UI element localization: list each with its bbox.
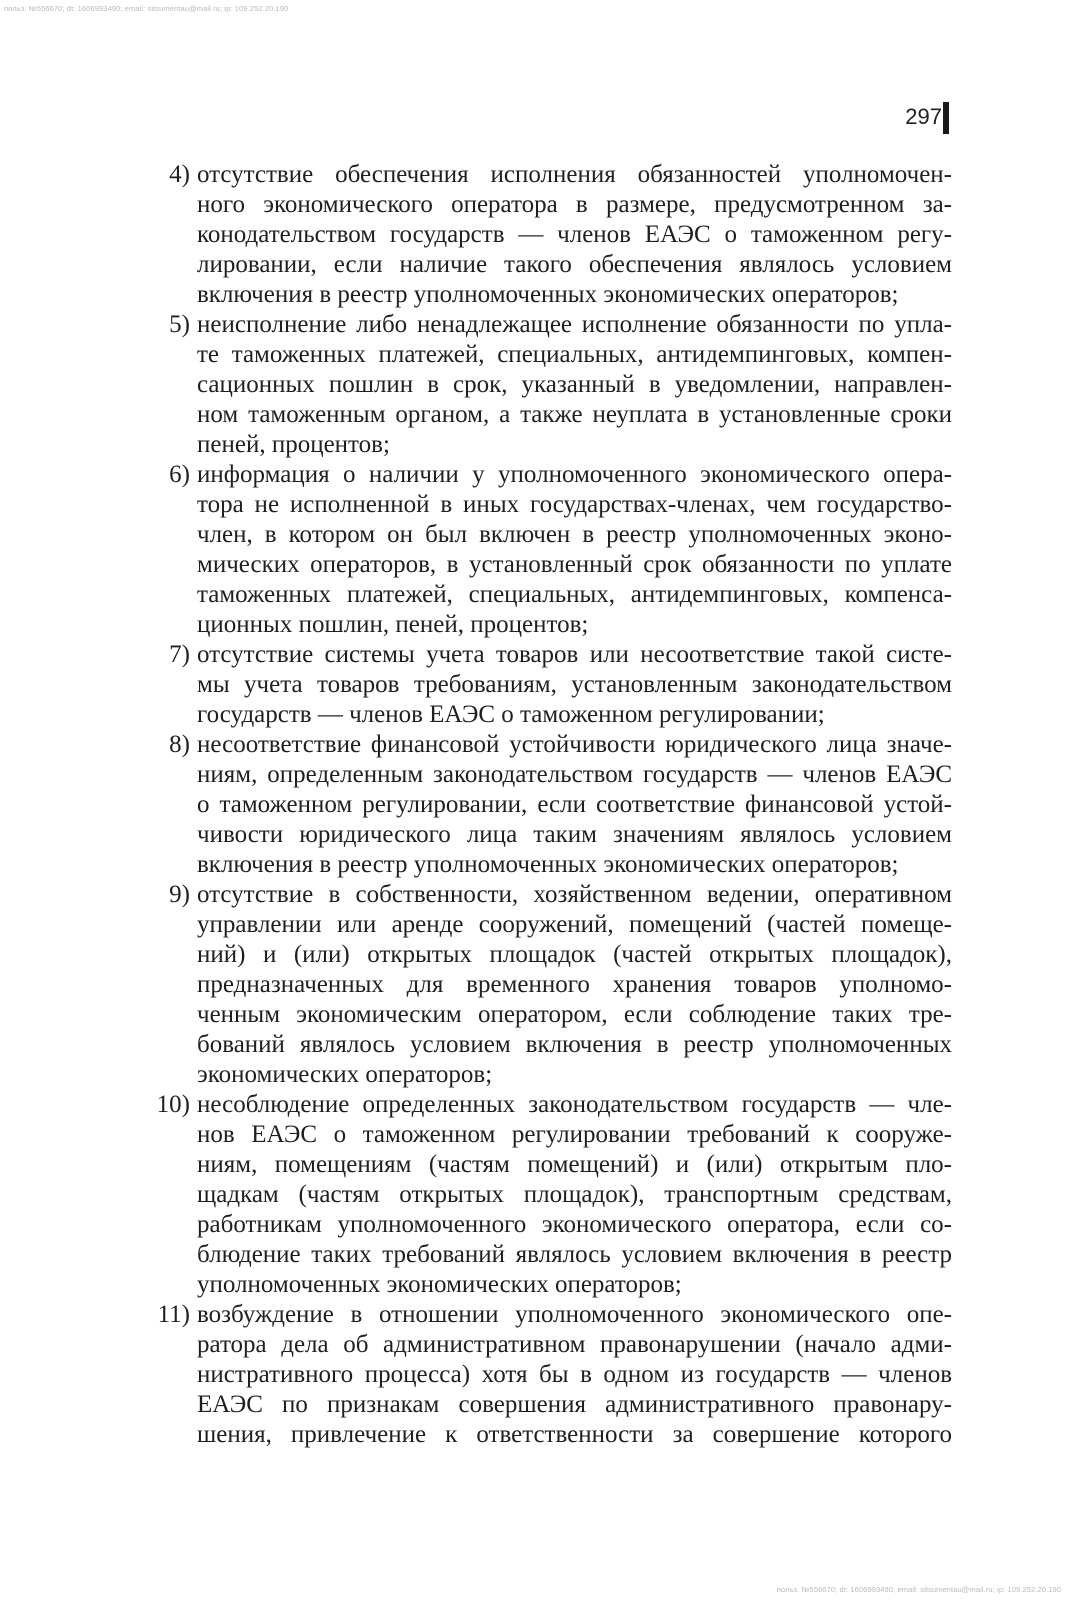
item-text xyxy=(197,460,952,640)
item-number: 5) xyxy=(169,311,190,338)
list-item xyxy=(150,880,952,1090)
text-line: мы учета товаров требованиям, установленным законодательством xyxy=(197,671,952,698)
text-line: несоответствие финансовой устойчивости юридического лица значе- xyxy=(197,731,952,758)
text-line: блюдение таких требований являлось условием включения в реестр xyxy=(197,1241,952,1268)
text-line: несоблюдение определенных законодательством государств — чле- xyxy=(197,1091,952,1118)
item-number: 9) xyxy=(169,881,190,908)
text-line: ниям, помещениям (частям помещений) и (или) открытым пло- xyxy=(197,1151,952,1178)
list-item xyxy=(150,460,952,640)
text-line: тора не исполненной в иных государствах-членах, чем государство- xyxy=(197,491,952,518)
text-line: уполномоченных экономических операторов; xyxy=(197,1271,682,1298)
text-line: возбуждение в отношении уполномоченного экономического опе- xyxy=(197,1301,952,1328)
page-number-bar xyxy=(943,102,949,134)
text-line: ратора дела об административном правонарушении (начало адми- xyxy=(197,1331,952,1358)
text-line: те таможенных платежей, специальных, антидемпинговых, компен- xyxy=(197,341,952,368)
text-line: лировании, если наличие такого обеспечения являлось условием xyxy=(197,251,952,278)
text-line: ного экономического оператора в размере, предусмотренном за- xyxy=(197,191,952,218)
text-line: сационных пошлин в срок, указанный в уведомлении, направлен- xyxy=(197,371,952,398)
item-number: 6) xyxy=(169,461,190,488)
text-line: государств — членов ЕАЭС о таможенном регулировании; xyxy=(197,701,825,728)
text-line: отсутствие в собственности, хозяйственном ведении, оперативном xyxy=(197,881,952,908)
item-number: 10) xyxy=(156,1091,190,1118)
page-number: 297 xyxy=(905,104,942,129)
text-line: ционных пошлин, пеней, процентов; xyxy=(197,611,589,638)
text-line: ниям, определенным законодательством государств — членов ЕАЭС xyxy=(197,761,952,788)
text-line: щадкам (частям открытых площадок), транспортным средствам, xyxy=(197,1181,952,1208)
text-line: ЕАЭС по признакам совершения административного правонару- xyxy=(197,1391,952,1418)
text-line: экономических операторов; xyxy=(197,1061,493,1088)
text-line: шения, привлечение к ответственности за совершение которого xyxy=(197,1421,952,1448)
text-line: предназначенных для временного хранения товаров уполномо- xyxy=(197,971,952,998)
text-line: включения в реестр уполномоченных экономических операторов; xyxy=(197,851,899,878)
list-item xyxy=(150,640,952,730)
item-number: 7) xyxy=(169,641,190,668)
list-item xyxy=(150,1090,952,1300)
item-text xyxy=(197,730,952,880)
text-line: работникам уполномоченного экономического оператора, если со- xyxy=(197,1211,952,1238)
text-line: пеней, процентов; xyxy=(197,431,390,458)
text-line: отсутствие системы учета товаров или несоответствие такой систе- xyxy=(197,641,952,668)
item-text xyxy=(197,160,952,310)
text-line: бований являлось условием включения в реестр уполномоченных xyxy=(197,1031,952,1058)
item-text xyxy=(197,640,952,730)
text-line: нов ЕАЭС о таможенном регулировании требований к сооруже- xyxy=(197,1121,952,1148)
text-line: чивости юридического лица таким значениям являлось условием xyxy=(197,821,952,848)
list-item xyxy=(150,1300,952,1450)
item-text xyxy=(197,310,952,460)
list-item xyxy=(150,160,952,310)
item-text xyxy=(197,1090,952,1300)
text-line: отсутствие обеспечения исполнения обязанностей уполномочен- xyxy=(197,161,952,188)
item-number: 8) xyxy=(169,731,190,758)
text-line: таможенных платежей, специальных, антидемпинговых, компенса- xyxy=(197,581,952,608)
item-number: 11) xyxy=(157,1301,190,1328)
text-line: ний) и (или) открытых площадок (частей открытых площадок), xyxy=(197,941,952,968)
text-line: управлении или аренде сооружений, помещений (частей помеще- xyxy=(197,911,952,938)
conditions-list xyxy=(150,160,952,1450)
watermark-top: польз. №556670; dt: 1606993490; email: sitsumentau@mail.ru; ip: 109.252.20.190 xyxy=(4,4,289,13)
list-item xyxy=(150,730,952,880)
text-line: ном таможенным органом, а также неуплата в установленные сроки xyxy=(197,401,952,428)
text-line: информация о наличии у уполномоченного экономического опера- xyxy=(197,461,952,488)
text-line: конодательством государств — членов ЕАЭС о таможенном регу- xyxy=(197,221,952,248)
item-text xyxy=(197,1300,952,1450)
watermark-bottom: польз. №556670; dt: 1606993490; email: sitsumentau@mail.ru; ip: 109.252.20.190 xyxy=(776,1585,1061,1594)
text-line: мических операторов, в установленный срок обязанности по уплате xyxy=(197,551,952,578)
item-number: 4) xyxy=(169,161,190,188)
text-line: включения в реестр уполномоченных экономических операторов; xyxy=(197,281,899,308)
text-line: нистративного процесса) хотя бы в одном из государств — членов xyxy=(197,1361,952,1388)
text-line: о таможенном регулировании, если соответствие финансовой устой- xyxy=(197,791,952,818)
list-item xyxy=(150,310,952,460)
text-line: ченным экономическим оператором, если соблюдение таких тре- xyxy=(197,1001,952,1028)
item-text xyxy=(197,880,952,1090)
text-line: неисполнение либо ненадлежащее исполнение обязанности по упла- xyxy=(197,311,952,338)
text-line: член, в котором он был включен в реестр уполномоченных эконо- xyxy=(197,521,952,548)
